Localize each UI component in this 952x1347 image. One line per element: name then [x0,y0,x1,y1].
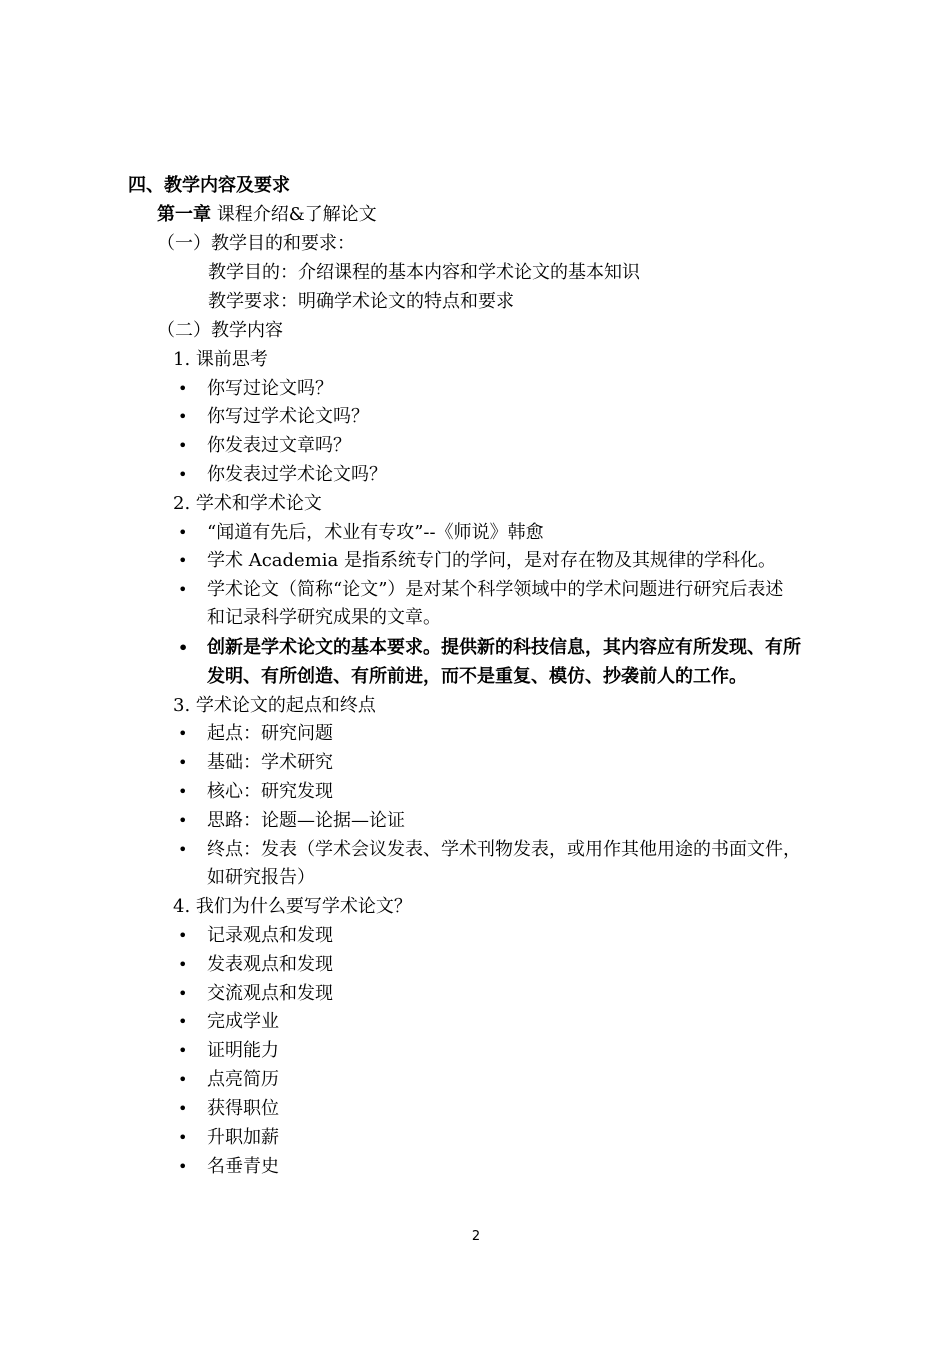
list-item [0,431,952,460]
part2-heading: （二）教学内容 [157,320,283,341]
list-item [0,518,952,547]
list-item-text: 你发表过学术论文吗？ [207,464,387,485]
bullet-icon: • [178,551,188,570]
list-item [0,1036,952,1065]
bullet-icon: • [178,984,188,1003]
bullet-icon: • [178,955,188,974]
list-item [0,719,952,748]
item3-title: 3. 学术论文的起点和终点 [173,695,376,716]
list-item-text: 获得职位 [207,1098,279,1119]
list-item [0,1065,952,1094]
part1-heading: （一）教学目的和要求： [157,233,355,254]
item2-title: 2. 学术和学术论文 [173,493,322,514]
bullet-icon: • [178,840,188,859]
list-item [0,546,952,575]
bullet-icon: • [178,638,189,657]
teaching-requirement: 教学要求：明确学术论文的特点和要求 [208,291,514,312]
list-item [0,402,952,431]
list-item-continuation [0,603,952,632]
section-title: 四、教学内容及要求 [128,175,290,196]
list-item-text: 发明、有所创造、有所前进，而不是重复、模仿、抄袭前人的工作。 [207,666,747,687]
list-item [0,777,952,806]
list-item-text: 终点：发表（学术会议发表、学术刊物发表，或用作其他用途的书面文件， [207,839,801,860]
list-item-text: 完成学业 [207,1011,279,1032]
list-item-text: “闻道有先后，术业有专攻”--《师说》韩愈 [207,522,544,543]
list-item [0,835,952,864]
bullet-icon: • [178,1041,188,1060]
list-item-text: 升职加薪 [207,1127,279,1148]
list-item [0,921,952,950]
list-item [0,374,952,403]
list-item-text: 思路：论题—论据—论证 [207,810,405,831]
list-item [0,950,952,979]
list-item-text: 和记录科学研究成果的文章。 [207,607,441,628]
item1-title: 1. 课前思考 [173,349,268,370]
list-item-text: 名垂青史 [207,1156,279,1177]
list-item-text: 基础：学术研究 [207,752,333,773]
bullet-icon: • [178,1070,188,1089]
list-item [0,748,952,777]
list-item-text: 你写过学术论文吗？ [207,406,369,427]
bullet-icon: • [178,465,188,484]
bullet-icon: • [178,436,188,455]
chapter-label: 第一章 [157,204,211,225]
list-item-text: 你发表过文章吗？ [207,435,351,456]
bullet-icon: • [178,523,188,542]
list-item-continuation [0,662,952,691]
list-item [0,575,952,604]
list-item-text: 证明能力 [207,1040,279,1061]
list-item-text: 如研究报告） [207,867,315,888]
list-item [0,1094,952,1123]
bullet-icon: • [178,1128,188,1147]
chapter-heading [157,200,377,229]
bullet-icon: • [178,724,188,743]
bullet-icon: • [178,1157,188,1176]
bullet-icon: • [178,379,188,398]
list-item [0,1152,952,1181]
list-item [0,460,952,489]
list-item-continuation [0,863,952,892]
bullet-icon: • [178,1099,188,1118]
bullet-icon: • [178,580,188,599]
list-item-text: 创新是学术论文的基本要求。提供新的科技信息，其内容应有所发现、有所 [207,637,801,658]
list-item [0,1123,952,1152]
list-item-text: 你写过论文吗？ [207,378,333,399]
bullet-icon: • [178,926,188,945]
chapter-title: 课程介绍&了解论文 [216,204,377,225]
bullet-icon: • [178,1012,188,1031]
list-item-text: 发表观点和发现 [207,954,333,975]
list-item [0,979,952,1008]
teaching-goal: 教学目的：介绍课程的基本内容和学术论文的基本知识 [208,262,640,283]
bullet-icon: • [178,407,188,426]
list-item-text: 记录观点和发现 [207,925,333,946]
bullet-icon: • [178,811,188,830]
bullet-icon: • [178,753,188,772]
bullet-icon: • [178,782,188,801]
list-item-text: 学术 Academia 是指系统专门的学问，是对存在物及其规律的学科化。 [207,550,776,571]
list-item [0,1007,952,1036]
list-item-emphasis [0,633,952,662]
list-item-text: 交流观点和发现 [207,983,333,1004]
list-item-text: 学术论文（简称“论文”）是对某个科学领域中的学术问题进行研究后表述 [207,579,784,600]
list-item-text: 核心：研究发现 [207,781,333,802]
page-number: 2 [471,1229,481,1244]
list-item [0,806,952,835]
list-item-text: 起点：研究问题 [207,723,333,744]
list-item-text: 点亮简历 [207,1069,279,1090]
item4-title: 4. 我们为什么要写学术论文？ [173,896,412,917]
